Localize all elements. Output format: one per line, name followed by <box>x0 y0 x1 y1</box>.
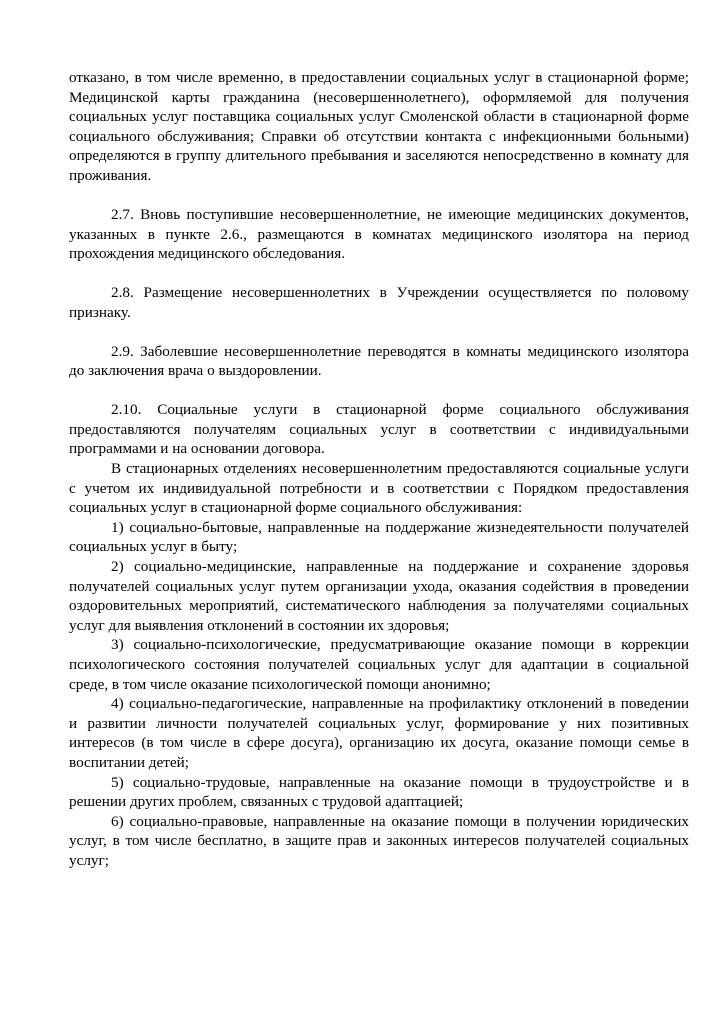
document-body <box>69 68 689 871</box>
paragraph-continuation: отказано, в том числе временно, в предоставлении социальных услуг в стационарной форме; Медицинской карты гражданина (несовершеннолетнего), оформляемой для получения социальных услуг поставщика социальных услуг Смоленской области в стационарной форме социального обслуживания; Справки об отсутствии контакта с инфекционными больными) определяются в группу длительного пребывания и заселяются непосредственно в комнату для проживания. <box>69 69 689 184</box>
paragraph-stationary-departments: В стационарных отделениях несовершеннолетним предоставляются социальные услуги с учетом их индивидуальной потребности и в соответствии с Порядком предоставления социальных услуг в стационарной форме социального обслуживания: <box>69 460 689 517</box>
list-item-social-medical: 2) социально-медицинские, направленные на поддержание и сохранение здоровья получателей социальных услуг путем организации ухода, оказания содействия в проведении оздоровительных мероприятий, систематического наблюдения за получателями социальных услуг для выявления отклонений в состоянии их здоровья; <box>69 558 689 634</box>
list-item-social-labor: 5) социально-трудовые, направленные на оказание помощи в трудоустройстве и в решении других проблем, связанных с трудовой адаптацией; <box>69 773 689 811</box>
list-item-social-pedagogical: 4) социально-педагогические, направленные на профилактику отклонений в поведении и развитии личности получателей социальных услуг, формирование у них позитивных интересов (в том числе в сфере досуга), организацию их досуга, оказание помощи семье в воспитании детей; <box>69 695 689 771</box>
paragraph-2-10: 2.10. Социальные услуги в стационарной форме социального обслуживания предоставляются получателям социальных услуг в соответствии с индивидуальными программами и на основании договора. <box>69 401 689 458</box>
paragraph-2-9: 2.9. Заболевшие несовершеннолетние переводятся в комнаты медицинского изолятора до заключения врача о выздоровлении. <box>69 342 689 380</box>
paragraph-2-8: 2.8. Размещение несовершеннолетних в Учреждении осуществляется по половому признаку. <box>69 284 689 321</box>
paragraph-2-7: 2.7. Вновь поступившие несовершеннолетние, не имеющие медицинских документов, указанных в пункте 2.6., размещаются в комнатах медицинского изолятора на период прохождения медицинского обследования. <box>69 205 689 263</box>
list-item-social-psychological: 3) социально-психологические, предусматривающие оказание помощи в коррекции психологического состояния получателей социальных услуг для адаптации в социальной среде, в том числе оказание психологической помощи анонимно; <box>69 636 689 693</box>
list-item-social-legal: 6) социально-правовые, направленные на оказание помощи в получении юридических услуг, в том числе бесплатно, в защите прав и законных интересов получателей социальных услуг; <box>69 812 689 869</box>
list-item-social-household: 1) социально-бытовые, направленные на поддержание жизнедеятельности получателей социальных услуг в быту; <box>69 518 689 556</box>
